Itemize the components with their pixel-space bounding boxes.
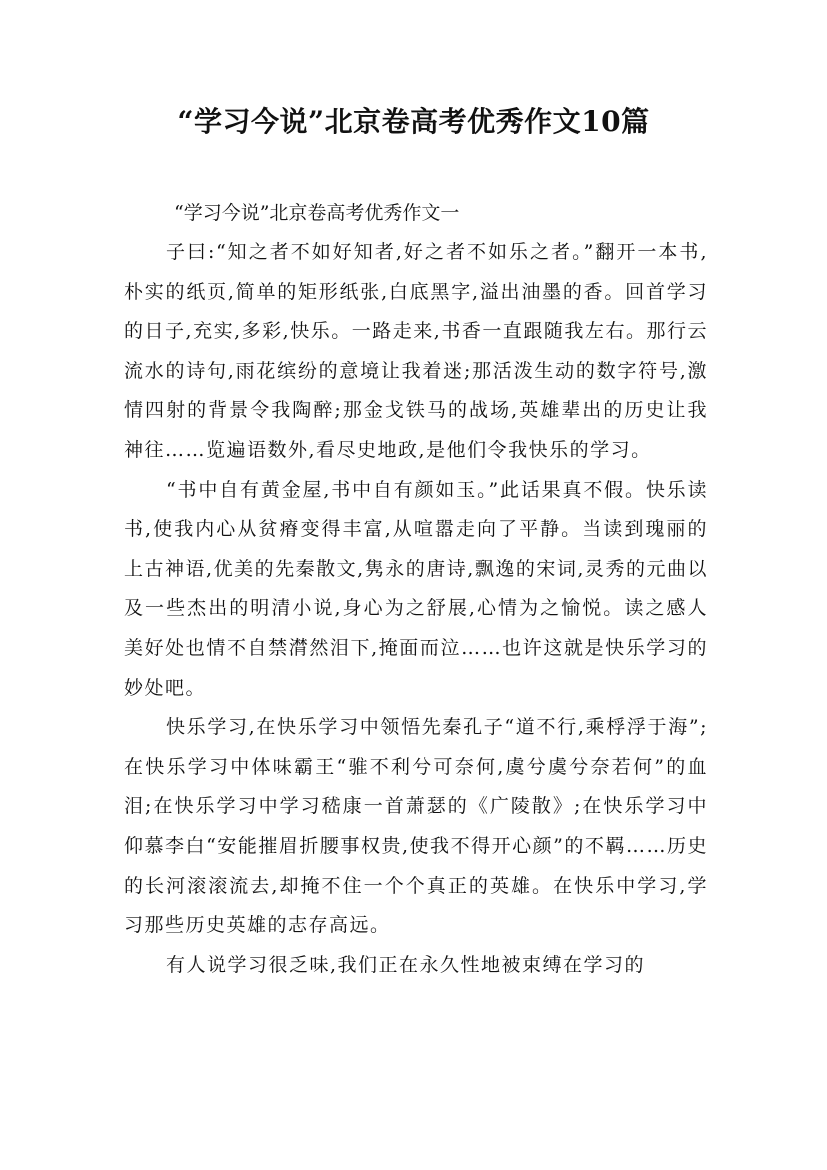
document-title: “学习今说”北京卷高考优秀作文10篇 [177, 105, 650, 138]
essay-subheading: “学习今说”北京卷高考优秀作文一 [174, 202, 460, 224]
document-body [124, 195, 708, 985]
paragraph-3: 快乐学习,在快乐学习中领悟先秦孔子“道不行,乘桴浮于海”;在快乐学习中体味霸王“骓不利兮可奈何,虞兮虞兮奈若何”的血泪;在快乐学习中学习嵇康一首萧瑟的《广陵散》;在快乐学习中仰慕李白“安能摧眉折腰事权贵,使我不得开心颜”的不羁……历史的长河滚滚流去,却掩不住一个个真正的英雄。在快乐中学习,学习那些历史英雄的志存高远。 [124, 716, 708, 937]
paragraph-1: 子曰:“知之者不如好知者,好之者不如乐之者。”翻开一本书,朴实的纸页,简单的矩形纸张,白底黑字,溢出油墨的香。回首学习的日子,充实,多彩,快乐。一路走来,书香一直跟随我左右。那行云流水的诗句,雨花缤纷的意境让我着迷;那活泼生动的数字符号,激情四射的背景令我陶醉;那金戈铁马的战场,英雄辈出的历史让我神往……览遍语数外,看尽史地政,是他们令我快乐的学习。 [124, 241, 708, 461]
paragraph-2: “书中自有黄金屋,书中自有颜如玉。”此话果真不假。快乐读书,使我内心从贫瘠变得丰富,从喧嚣走向了平静。当读到瑰丽的上古神语,优美的先秦散文,隽永的唐诗,飘逸的宋词,灵秀的元曲以及一些杰出的明清小说,身心为之舒展,心情为之愉悦。读之感人美好处也情不自禁潸然泪下,掩面而泣……也许这就是快乐学习的妙处吧。 [124, 478, 708, 699]
paragraph-4: 有人说学习很乏味,我们正在永久性地被束缚在学习的 [166, 953, 646, 976]
